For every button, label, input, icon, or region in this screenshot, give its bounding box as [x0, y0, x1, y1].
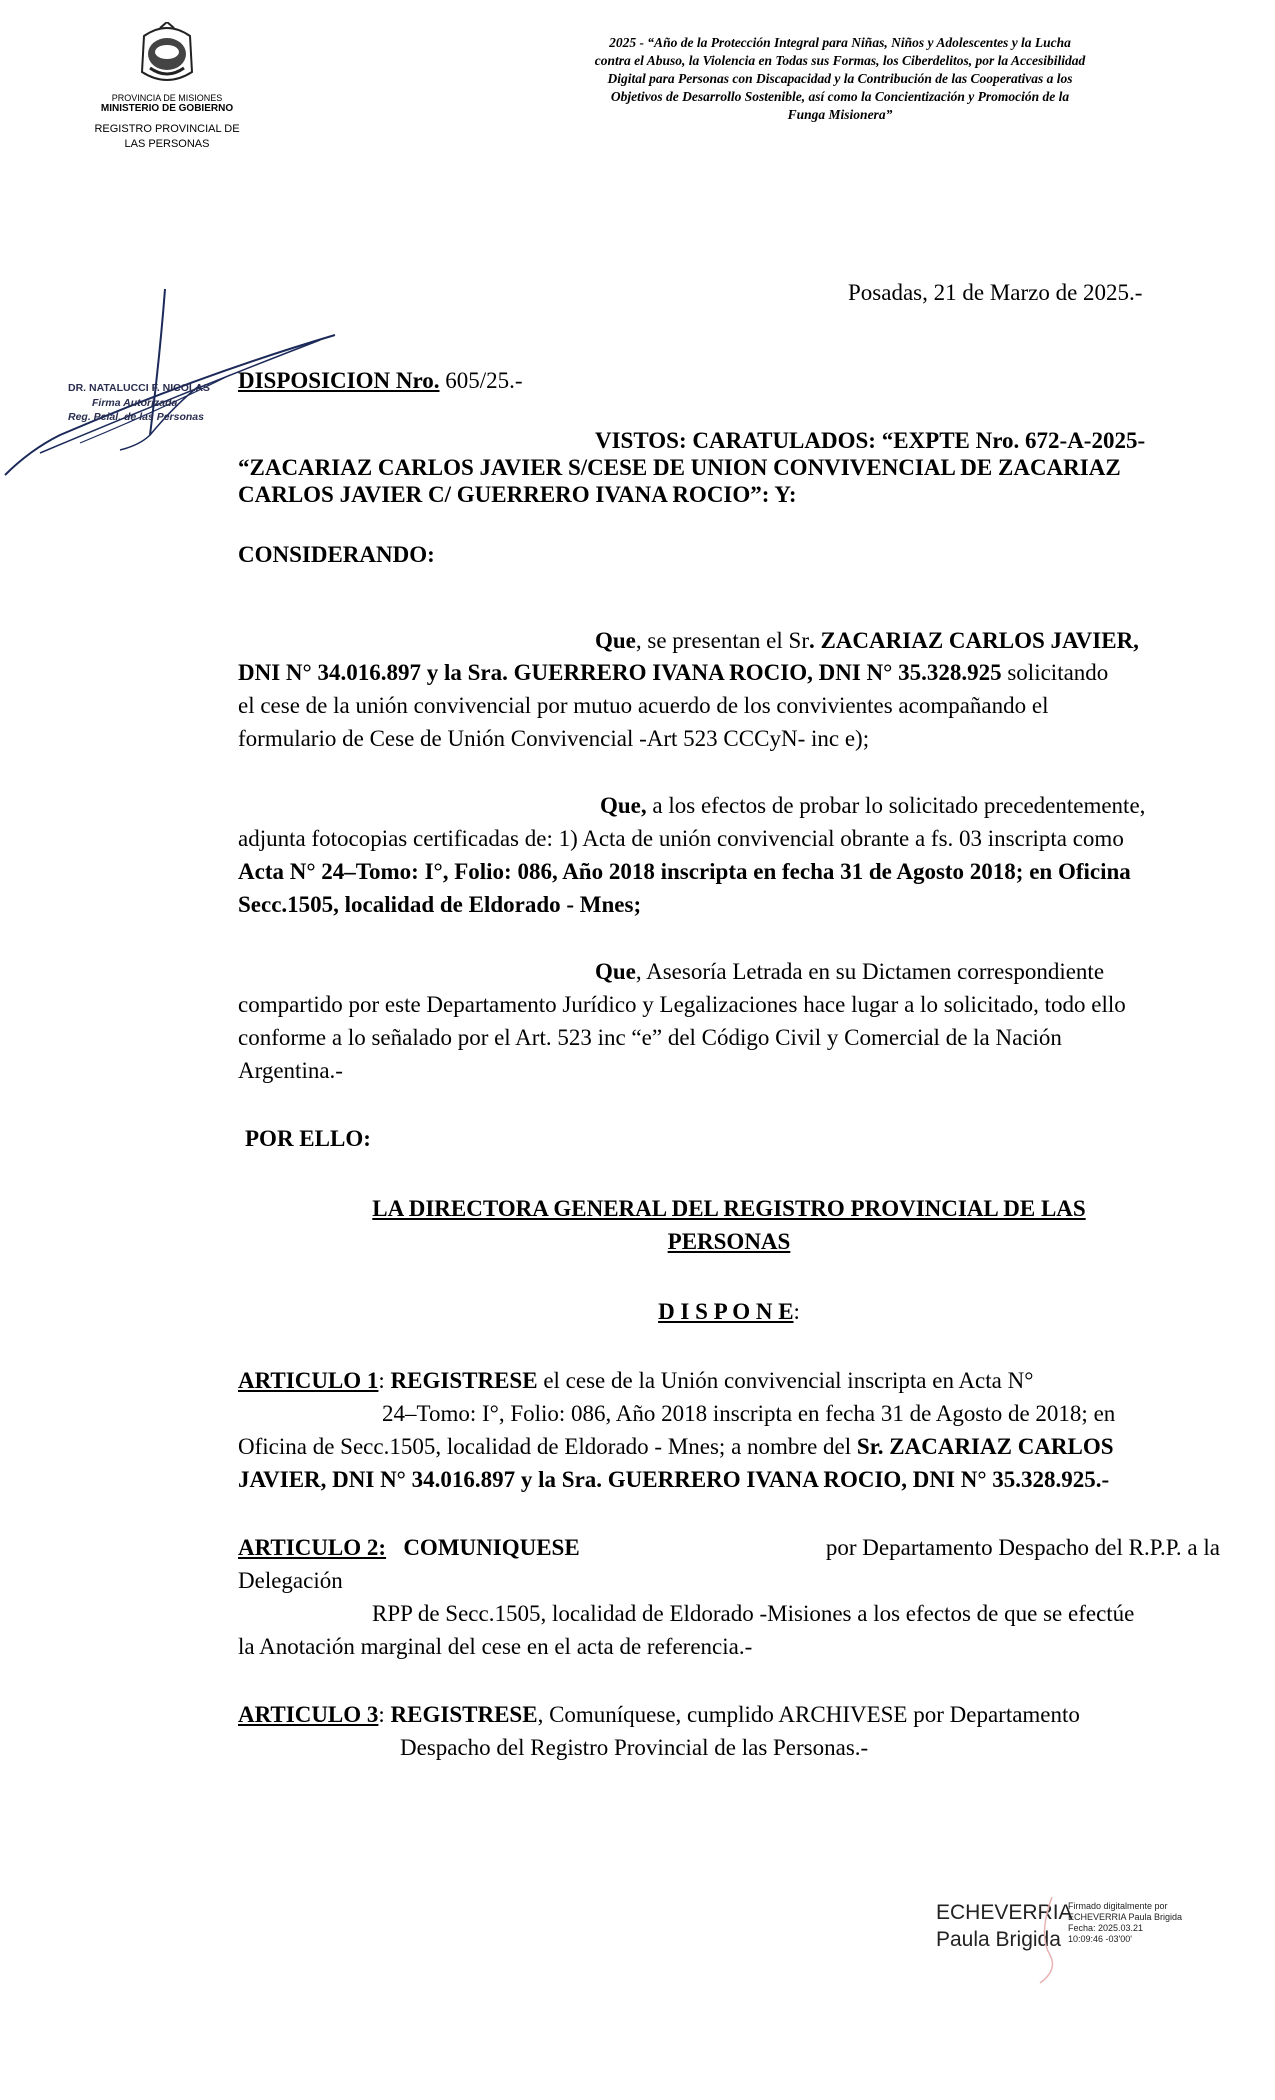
art3-label: ARTICULO 3: [238, 1702, 379, 1727]
art3-line2: Despacho del Registro Provincial de las Personas.-: [400, 1735, 869, 1760]
art1-colon: :: [378, 1368, 391, 1393]
que1-l1a: , se presentan el Sr: [635, 628, 809, 653]
vistos-line2: “ZACARIAZ CARLOS JAVIER S/CESE DE UNION CONVIVENCIAL DE ZACARIAZ: [238, 455, 1121, 480]
que3-que: Que: [595, 959, 636, 984]
art1-l3a: Oficina de Secc.1505, localidad de Eldorado - Mnes; a nombre del: [238, 1434, 857, 1459]
que2-line4: Secc.1505, localidad de Eldorado - Mnes;: [238, 892, 642, 917]
signature-mark: [1030, 1895, 1060, 1985]
digital-signature-block: [930, 1895, 1230, 1985]
que1-line4: formulario de Cese de Unión Convivencial -Art 523 CCCyN- inc e);: [238, 726, 870, 751]
art1-line4: JAVIER, DNI N° 34.016.897 y la Sra. GUERRERO IVANA ROCIO, DNI N° 35.328.925.-: [238, 1467, 1110, 1492]
que1-line3: el cese de la unión convivencial por mutuo acuerdo de los convivientes acompañando el: [238, 693, 1049, 718]
que2-que: Que,: [600, 793, 647, 818]
art2-line4: la Anotación marginal del cese en el acta de referencia.-: [238, 1634, 753, 1659]
que2-line2: adjunta fotocopias certificadas de: 1) Acta de unión convivencial obrante a fs. 03 inscripta como: [238, 826, 1124, 851]
dispone-colon: :: [793, 1299, 800, 1324]
art1-line3: [238, 1430, 1114, 1463]
art1-l1-rest: el cese de la Unión convivencial inscripta en Acta N°: [537, 1368, 1034, 1393]
stamp-line3: Reg. Pcial. de las Personas: [68, 411, 204, 423]
year-motto-line: 2025 - “Año de la Protección Integral para Niñas, Niños y Adolescentes y la Lucha: [609, 35, 1071, 50]
que3-line2: compartido por este Departamento Jurídico y Legalizaciones hace lugar a lo solicitado, todo ello: [238, 992, 1126, 1017]
province-seal: [132, 22, 202, 86]
que1-l1b: . ZACARIAZ CARLOS JAVIER,: [808, 628, 1139, 653]
que3-line3: conforme a lo señalado por el Art. 523 inc “e” del Código Civil y Comercial de la Nación: [238, 1025, 1062, 1050]
directora-line1: LA DIRECTORA GENERAL DEL REGISTRO PROVINCIAL DE LAS: [372, 1196, 1086, 1221]
que1-line1: [595, 624, 1139, 657]
art3-line1: [238, 1698, 1080, 1731]
art1-line2: 24–Tomo: I°, Folio: 086, Año 2018 inscripta en fecha 31 de Agosto de 2018; en: [382, 1401, 1116, 1426]
art1-line1: [238, 1364, 1033, 1397]
year-motto-line: Digital para Personas con Discapacidad y la Contribución de las Cooperativas a los: [607, 71, 1073, 86]
signature-detail-2: ECHEVERRIA Paula Brigida: [1068, 1912, 1183, 1922]
que2-line1: [600, 789, 1145, 822]
stamp-line1: DR. NATALUCCI F. NICOLAS: [68, 382, 210, 394]
que2-l1-rest: a los efectos de probar lo solicitado precedentemente,: [646, 793, 1146, 818]
signature-name-line2: Paula Brigida: [936, 1928, 1061, 1951]
que1-line2: [238, 656, 1108, 689]
art2-l1-rest: por Departamento Despacho del R.P.P. a la: [825, 1535, 1220, 1560]
por-ello-heading: POR ELLO:: [245, 1126, 371, 1151]
header-org-line1: PROVINCIA DE MISIONES: [111, 93, 223, 103]
art3-colon: :: [378, 1702, 391, 1727]
art2-line1: [238, 1531, 1220, 1564]
que1-l2-bold: DNI N° 34.016.897 y la Sra. GUERRERO IVANA ROCIO, DNI N° 35.328.925: [238, 660, 1002, 685]
signature-detail-1: Firmado digitalmente por: [1068, 1901, 1168, 1911]
disposicion-line: [238, 364, 523, 397]
art1-l3b: Sr. ZACARIAZ CARLOS: [856, 1434, 1114, 1459]
art2-verb: COMUNIQUESE: [403, 1535, 580, 1560]
year-motto-line: contra el Abuso, la Violencia en Todas sus Formas, los Ciberdelitos, por la Accesibilidad: [594, 53, 1086, 68]
year-motto-line: Funga Misionera”: [787, 107, 893, 122]
considerando-heading: CONSIDERANDO:: [238, 542, 435, 567]
disposicion-number: 605/25.-: [439, 368, 523, 393]
art1-label: ARTICULO 1: [238, 1368, 379, 1393]
art1-verb: REGISTRESE: [390, 1368, 538, 1393]
dispone-word: D I S P O N E: [658, 1299, 794, 1324]
art2-label: ARTICULO 2:: [238, 1535, 387, 1560]
vistos-line1: VISTOS: CARATULADOS: “EXPTE Nro. 672-A-2025-: [595, 428, 1146, 453]
signature-detail-3: Fecha: 2025.03.21: [1068, 1923, 1144, 1933]
que3-l1-rest: , Asesoría Letrada en su Dictamen correspondiente: [635, 959, 1105, 984]
stamp-line2: Firma Autorizada: [92, 397, 178, 409]
header-org-line2: MINISTERIO DE GOBIERNO: [100, 103, 234, 114]
que3-line4: Argentina.-: [238, 1058, 343, 1083]
header-org-line4: LAS PERSONAS: [124, 138, 210, 150]
header-org-line3: REGISTRO PROVINCIAL DE: [94, 123, 240, 135]
que1-que: Que: [595, 628, 636, 653]
que2-line3: Acta N° 24–Tomo: I°, Folio: 086, Año 2018 inscripta en fecha 31 de Agosto 2018; en Oficina: [238, 859, 1131, 884]
year-motto: [520, 34, 1160, 124]
signature-detail-4: 10:09:46 -03'00': [1068, 1934, 1132, 1944]
signature-name-line1: ECHEVERRIA: [936, 1901, 1073, 1924]
art2-line2: Delegación: [238, 1568, 343, 1593]
year-motto-line: Objetivos de Desarrollo Sostenible, así como la Concientización y Promoción de la: [610, 89, 1070, 104]
vistos-line3: CARLOS JAVIER C/ GUERRERO IVANA ROCIO”: Y:: [238, 482, 797, 507]
que3-line1: [595, 955, 1104, 988]
art3-l1-rest: , Comuníquese, cumplido ARCHIVESE por Departamento: [537, 1702, 1080, 1727]
art3-verb: REGISTRESE: [390, 1702, 538, 1727]
que1-l2-rest: solicitando: [1001, 660, 1109, 685]
dispone-heading: [238, 1295, 1220, 1328]
disposicion-label: DISPOSICION Nro.: [238, 368, 440, 393]
directora-line2: PERSONAS: [667, 1229, 791, 1254]
art2-line3: RPP de Secc.1505, localidad de Eldorado -Misiones a los efectos de que se efectúe: [372, 1601, 1135, 1626]
date-line: Posadas, 21 de Marzo de 2025.-: [848, 280, 1143, 305]
